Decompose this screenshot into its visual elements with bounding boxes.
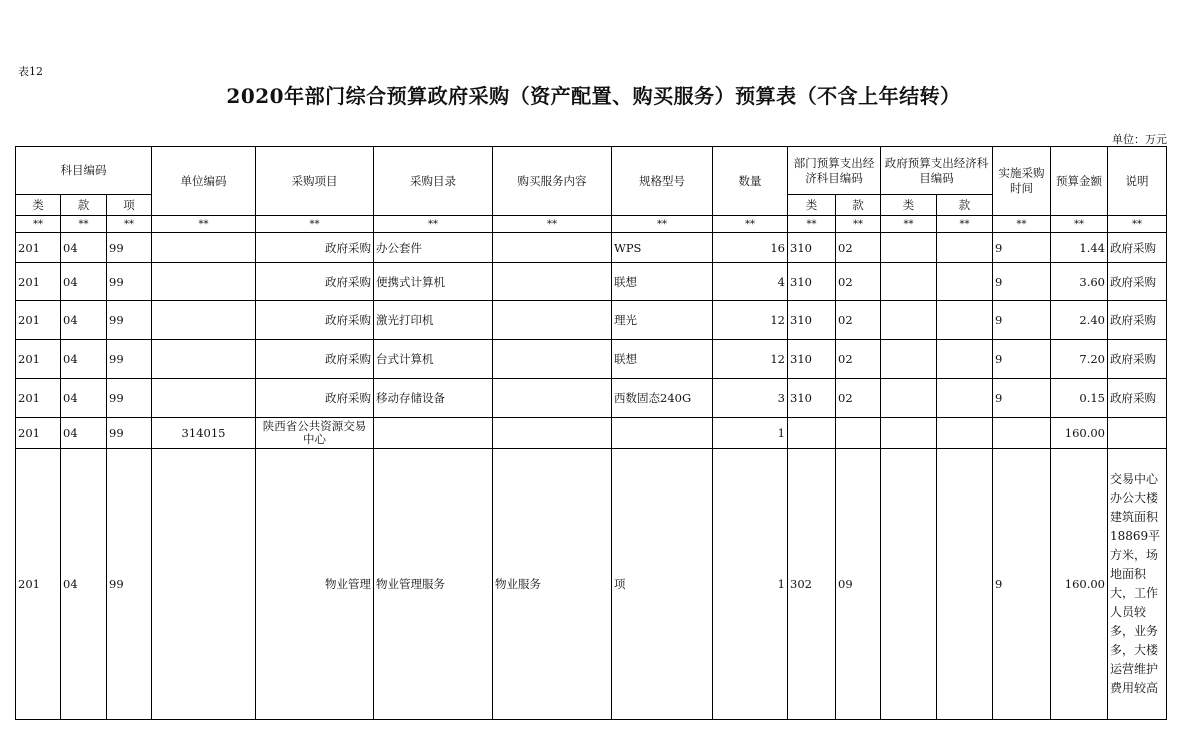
cell-service xyxy=(493,233,612,263)
cell-gov-lei xyxy=(881,301,937,340)
cell-item: 物业管理 xyxy=(256,449,374,720)
cell-note: 交易中心办公大楼建筑面积18869平方米，场地面积大，工作人员较多，业务多，大楼运营维护费用较高 xyxy=(1108,449,1167,720)
cell-item: 政府采购 xyxy=(256,301,374,340)
cell-note: 政府采购 xyxy=(1108,379,1167,418)
header-catalog: 采购目录 xyxy=(374,147,493,216)
cell-time: 9 xyxy=(993,449,1051,720)
cell-catalog: 物业管理服务 xyxy=(374,449,493,720)
cell-amount: 7.20 xyxy=(1051,340,1108,379)
cell-catalog: 移动存储设备 xyxy=(374,379,493,418)
cell-kuan: 04 xyxy=(61,340,107,379)
cell-service xyxy=(493,301,612,340)
placeholder-cell: ** xyxy=(107,216,152,233)
placeholder-cell: ** xyxy=(152,216,256,233)
placeholder-cell: ** xyxy=(61,216,107,233)
cell-unit-code xyxy=(152,449,256,720)
cell-spec: 西数固态240G xyxy=(612,379,713,418)
cell-dept-lei: 310 xyxy=(788,233,836,263)
cell-xiang: 99 xyxy=(107,233,152,263)
cell-unit-code xyxy=(152,379,256,418)
cell-dept-kuan: 02 xyxy=(836,379,881,418)
cell-dept-lei: 310 xyxy=(788,263,836,301)
table-row xyxy=(16,418,1167,449)
header-spec: 规格型号 xyxy=(612,147,713,216)
cell-time: 9 xyxy=(993,233,1051,263)
cell-xiang: 99 xyxy=(107,379,152,418)
header-dept-lei: 类 xyxy=(788,195,836,216)
placeholder-cell: ** xyxy=(937,216,993,233)
cell-amount: 1.44 xyxy=(1051,233,1108,263)
cell-unit-code xyxy=(152,263,256,301)
cell-catalog: 办公套件 xyxy=(374,233,493,263)
placeholder-cell: ** xyxy=(881,216,937,233)
cell-lei: 201 xyxy=(16,233,61,263)
cell-dept-kuan: 02 xyxy=(836,233,881,263)
cell-service xyxy=(493,340,612,379)
placeholder-cell: ** xyxy=(1108,216,1167,233)
cell-dept-lei: 310 xyxy=(788,301,836,340)
cell-spec: WPS xyxy=(612,233,713,263)
header-lei: 类 xyxy=(16,195,61,216)
cell-unit-code: 314015 xyxy=(152,418,256,449)
cell-dept-kuan: 02 xyxy=(836,301,881,340)
cell-note: 政府采购 xyxy=(1108,340,1167,379)
header-dept-econ: 部门预算支出经济科目编码 xyxy=(788,147,881,195)
cell-kuan: 04 xyxy=(61,233,107,263)
header-amount: 预算金额 xyxy=(1051,147,1108,216)
cell-unit-code xyxy=(152,233,256,263)
table-row xyxy=(16,379,1167,418)
cell-amount: 160.00 xyxy=(1051,449,1108,720)
header-dept-kuan: 款 xyxy=(836,195,881,216)
cell-gov-kuan xyxy=(937,418,993,449)
cell-gov-lei xyxy=(881,379,937,418)
cell-gov-lei xyxy=(881,340,937,379)
header-gov-lei: 类 xyxy=(881,195,937,216)
cell-gov-kuan xyxy=(937,340,993,379)
cell-item: 政府采购 xyxy=(256,340,374,379)
cell-time xyxy=(993,418,1051,449)
header-service: 购买服务内容 xyxy=(493,147,612,216)
cell-catalog: 激光打印机 xyxy=(374,301,493,340)
placeholder-cell: ** xyxy=(993,216,1051,233)
cell-dept-kuan: 02 xyxy=(836,263,881,301)
placeholder-cell: ** xyxy=(16,216,61,233)
cell-dept-kuan xyxy=(836,418,881,449)
cell-lei: 201 xyxy=(16,379,61,418)
cell-spec: 联想 xyxy=(612,263,713,301)
header-xiang: 项 xyxy=(107,195,152,216)
placeholder-cell: ** xyxy=(374,216,493,233)
cell-service xyxy=(493,379,612,418)
header-subject-code: 科目编码 xyxy=(16,147,152,195)
cell-xiang: 99 xyxy=(107,340,152,379)
cell-unit-code xyxy=(152,301,256,340)
cell-lei: 201 xyxy=(16,449,61,720)
cell-gov-lei xyxy=(881,263,937,301)
header-item: 采购项目 xyxy=(256,147,374,216)
table-row xyxy=(16,233,1167,263)
cell-kuan: 04 xyxy=(61,418,107,449)
cell-qty: 12 xyxy=(713,340,788,379)
cell-time: 9 xyxy=(993,379,1051,418)
cell-catalog xyxy=(374,418,493,449)
header-note: 说明 xyxy=(1108,147,1167,216)
cell-item: 陕西省公共资源交易中心 xyxy=(256,418,374,449)
table-number: 表12 xyxy=(18,65,43,78)
placeholder-cell: ** xyxy=(612,216,713,233)
cell-note: 政府采购 xyxy=(1108,233,1167,263)
cell-time: 9 xyxy=(993,340,1051,379)
cell-qty: 4 xyxy=(713,263,788,301)
cell-amount: 3.60 xyxy=(1051,263,1108,301)
cell-gov-kuan xyxy=(937,449,993,720)
cell-dept-lei: 310 xyxy=(788,340,836,379)
cell-gov-kuan xyxy=(937,379,993,418)
cell-kuan: 04 xyxy=(61,379,107,418)
placeholder-cell: ** xyxy=(1051,216,1108,233)
cell-dept-lei: 310 xyxy=(788,379,836,418)
cell-gov-lei xyxy=(881,233,937,263)
cell-lei: 201 xyxy=(16,301,61,340)
cell-item: 政府采购 xyxy=(256,379,374,418)
cell-qty: 1 xyxy=(713,449,788,720)
header-time: 实施采购时间 xyxy=(993,147,1051,216)
header-qty: 数量 xyxy=(713,147,788,216)
header-kuan: 款 xyxy=(61,195,107,216)
cell-dept-lei: 302 xyxy=(788,449,836,720)
cell-qty: 16 xyxy=(713,233,788,263)
cell-amount: 2.40 xyxy=(1051,301,1108,340)
table-row xyxy=(16,263,1167,301)
cell-qty: 3 xyxy=(713,379,788,418)
table-row xyxy=(16,301,1167,340)
cell-xiang: 99 xyxy=(107,263,152,301)
cell-xiang: 99 xyxy=(107,449,152,720)
cell-qty: 1 xyxy=(713,418,788,449)
cell-lei: 201 xyxy=(16,340,61,379)
cell-xiang: 99 xyxy=(107,418,152,449)
cell-kuan: 04 xyxy=(61,449,107,720)
table-row xyxy=(16,449,1167,720)
cell-note xyxy=(1108,418,1167,449)
cell-gov-kuan xyxy=(937,233,993,263)
cell-catalog: 便携式计算机 xyxy=(374,263,493,301)
table-row xyxy=(16,340,1167,379)
cell-gov-lei xyxy=(881,449,937,720)
cell-dept-kuan: 02 xyxy=(836,340,881,379)
cell-dept-kuan: 09 xyxy=(836,449,881,720)
placeholder-cell: ** xyxy=(256,216,374,233)
cell-kuan: 04 xyxy=(61,301,107,340)
document-title: 2020年部门综合预算政府采购（资产配置、购买服务）预算表（不含上年结转） xyxy=(226,84,961,108)
procurement-budget-table xyxy=(15,146,1167,720)
cell-spec: 项 xyxy=(612,449,713,720)
cell-dept-lei xyxy=(788,418,836,449)
cell-gov-lei xyxy=(881,418,937,449)
cell-service xyxy=(493,418,612,449)
cell-service: 物业服务 xyxy=(493,449,612,720)
cell-gov-kuan xyxy=(937,263,993,301)
cell-spec: 理光 xyxy=(612,301,713,340)
cell-unit-code xyxy=(152,340,256,379)
cell-service xyxy=(493,263,612,301)
cell-amount: 0.15 xyxy=(1051,379,1108,418)
placeholder-cell: ** xyxy=(493,216,612,233)
cell-time: 9 xyxy=(993,301,1051,340)
cell-gov-kuan xyxy=(937,301,993,340)
cell-spec: 联想 xyxy=(612,340,713,379)
cell-item: 政府采购 xyxy=(256,233,374,263)
placeholder-cell: ** xyxy=(836,216,881,233)
cell-xiang: 99 xyxy=(107,301,152,340)
cell-time: 9 xyxy=(993,263,1051,301)
header-gov-econ: 政府预算支出经济科目编码 xyxy=(881,147,993,195)
cell-catalog: 台式计算机 xyxy=(374,340,493,379)
cell-amount: 160.00 xyxy=(1051,418,1108,449)
header-unit-code: 单位编码 xyxy=(152,147,256,216)
cell-lei: 201 xyxy=(16,263,61,301)
placeholder-cell: ** xyxy=(713,216,788,233)
cell-note: 政府采购 xyxy=(1108,263,1167,301)
cell-kuan: 04 xyxy=(61,263,107,301)
placeholder-row xyxy=(16,216,1167,233)
cell-qty: 12 xyxy=(713,301,788,340)
unit-label: 单位：万元 xyxy=(1112,133,1167,146)
cell-lei: 201 xyxy=(16,418,61,449)
cell-spec xyxy=(612,418,713,449)
cell-note: 政府采购 xyxy=(1108,301,1167,340)
placeholder-cell: ** xyxy=(788,216,836,233)
header-gov-kuan: 款 xyxy=(937,195,993,216)
cell-item: 政府采购 xyxy=(256,263,374,301)
